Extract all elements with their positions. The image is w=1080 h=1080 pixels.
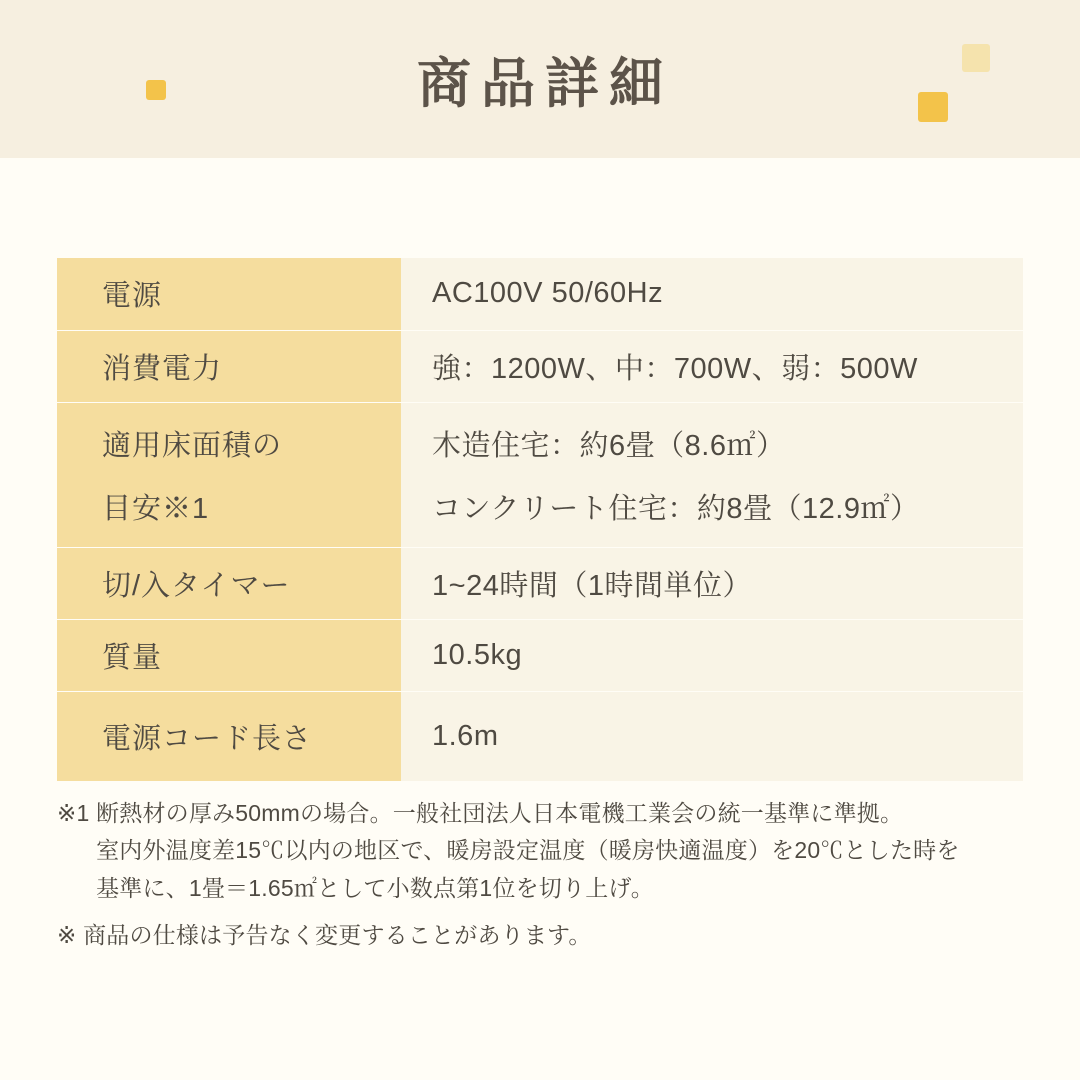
footnote-1-line2: 室内外温度差15℃以内の地区で、暖房設定温度（暖房快適温度）を20℃とした時を — [96, 837, 960, 864]
footnote-1-line3: 基準に、1畳＝1.65㎡として小数点第1位を切り上げ。 — [96, 874, 654, 901]
spec-value-floor-area-line1: 木造住宅：約6畳（8.6㎡） — [432, 429, 786, 462]
spec-label-floor-area-line2: 目安※1 — [102, 492, 210, 525]
spec-value-floor-area-line2: コンクリート住宅：約8畳（12.9㎡） — [432, 492, 920, 525]
spec-table — [57, 258, 1023, 781]
footnote-1-mark: ※1 — [57, 800, 97, 826]
spec-value-consumption: 強：1200W、中：700W、弱：500W — [401, 330, 1023, 402]
decor-square-small-icon — [146, 80, 166, 100]
table-row — [57, 691, 1023, 781]
footnote-1-line1: 断熱材の厚み50mmの場合。一般社団法人日本電機工業会の統一基準に準拠。 — [96, 800, 904, 826]
table-row — [57, 619, 1023, 691]
spec-label-mass: 質量 — [57, 619, 401, 691]
table-row — [57, 402, 1023, 547]
spec-value-timer: 1~24時間（1時間単位） — [401, 547, 1023, 619]
spec-table-wrapper — [57, 258, 1023, 781]
spec-value-floor-area — [401, 402, 1023, 547]
spec-label-cord-length: 電源コード長さ — [57, 691, 401, 781]
spec-label-power: 電源 — [57, 258, 401, 330]
footnote-2-mark: ※ — [57, 921, 84, 948]
decor-square-medium-icon — [918, 92, 948, 122]
footnote-2-text: 商品の仕様は予告なく変更することがあります。 — [83, 921, 592, 948]
footnotes — [57, 795, 1037, 954]
spec-value-mass: 10.5kg — [401, 619, 1023, 691]
table-row — [57, 258, 1023, 330]
table-row — [57, 330, 1023, 402]
spec-label-consumption: 消費電力 — [57, 330, 401, 402]
page-title: 商品詳細 — [417, 53, 673, 114]
table-row — [57, 547, 1023, 619]
page-header — [0, 0, 1080, 158]
footnote-1 — [57, 795, 1037, 907]
spec-value-power: AC100V 50/60Hz — [401, 258, 1023, 330]
spec-value-cord-length: 1.6m — [401, 691, 1023, 781]
spec-label-floor-area-line1: 適用床面積の — [102, 429, 283, 462]
footnote-2 — [57, 917, 1037, 954]
spec-label-floor-area — [57, 402, 401, 547]
spec-label-timer: 切/入タイマー — [57, 547, 401, 619]
decor-square-cream-icon — [962, 44, 990, 72]
